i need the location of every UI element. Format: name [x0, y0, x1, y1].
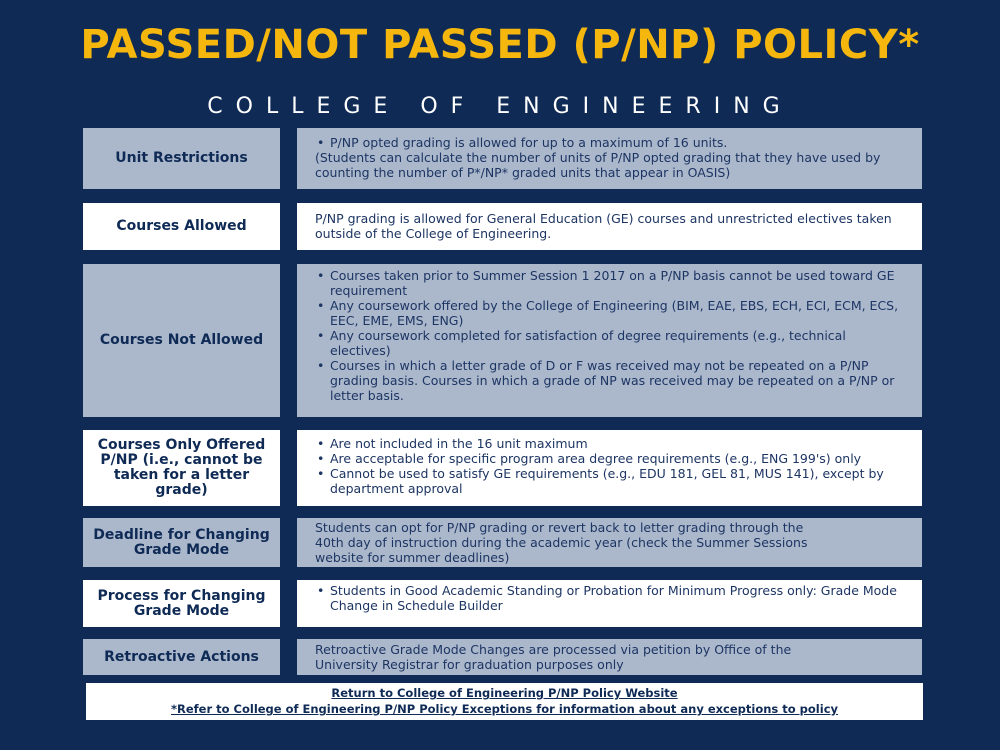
- label-deadline: Deadline for Changing Grade Mode: [83, 518, 280, 567]
- body-text: Retroactive Grade Mode Changes are processed via petition by Office of the University Registrar for graduation purposes only: [315, 642, 792, 672]
- note-text: (Students can calculate the number of units of P/NP opted grading that they have used by counting the number of P*/NP* graded units that appear in OASIS): [315, 150, 881, 180]
- list-item: • Any coursework completed for satisfaction of degree requirements (e.g., technical electives): [315, 328, 910, 358]
- label-retroactive: Retroactive Actions: [83, 639, 280, 675]
- label-courses-not-allowed: Courses Not Allowed: [83, 264, 280, 417]
- page-subtitle: COLLEGE OF ENGINEERING: [207, 94, 793, 119]
- list-item: • Cannot be used to satisfy GE requirements (e.g., EDU 181, GEL 81, MUS 141), except by department approval: [315, 466, 910, 496]
- policy-exceptions-link[interactable]: *Refer to College of Engineering P/NP Policy Exceptions for information about any exceptions to policy: [170, 702, 839, 716]
- body-text: P/NP grading is allowed for General Education (GE) courses and unrestricted electives taken outside of the College of Engineering.: [315, 211, 892, 241]
- content-courses-allowed: [297, 203, 922, 250]
- content-process: [297, 580, 922, 627]
- list-item: • P/NP opted grading is allowed for up to a maximum of 16 units.: [315, 135, 910, 150]
- footer-links: [86, 683, 923, 720]
- list-item: • Are not included in the 16 unit maximum: [315, 436, 910, 451]
- list-item: • Students in Good Academic Standing or Probation for Minimum Progress only: Grade Mode Change in Schedule Builder: [315, 583, 910, 613]
- page-title: PASSED/NOT PASSED (P/NP) POLICY*: [80, 22, 920, 68]
- content-deadline: [297, 518, 922, 567]
- list-item: • Courses taken prior to Summer Session 1 2017 on a P/NP basis cannot be used toward GE requirement: [315, 268, 910, 298]
- label-courses-allowed: Courses Allowed: [83, 203, 280, 250]
- content-retroactive: [297, 639, 922, 675]
- policy-website-link[interactable]: Return to College of Engineering P/NP Policy Website: [331, 686, 678, 700]
- content-courses-not-allowed: [297, 264, 922, 417]
- list-item: • Courses in which a letter grade of D or F was received may not be repeated on a P/NP grading basis. Courses in which a grade of NP was received may be repeated on a P/NP or letter basis.: [315, 358, 910, 403]
- list-item: • Any coursework offered by the College of Engineering (BIM, EAE, EBS, ECH, ECI, ECM, ECS, EEC, EME, EMS, ENG): [315, 298, 910, 328]
- label-courses-only-offered-pnp: Courses Only Offered P/NP (i.e., cannot be taken for a letter grade): [83, 430, 280, 506]
- body-text: Students can opt for P/NP grading or revert back to letter grading through the 40th day of instruction during the academic year (check the Summer Sessions website for summer deadlines): [315, 520, 808, 565]
- content-unit-restrictions: [297, 128, 922, 189]
- content-courses-only-offered-pnp: [297, 430, 922, 506]
- label-process: Process for Changing Grade Mode: [83, 580, 280, 627]
- list-item: • Are acceptable for specific program area degree requirements (e.g., ENG 199's) only: [315, 451, 910, 466]
- label-unit-restrictions: Unit Restrictions: [83, 128, 280, 189]
